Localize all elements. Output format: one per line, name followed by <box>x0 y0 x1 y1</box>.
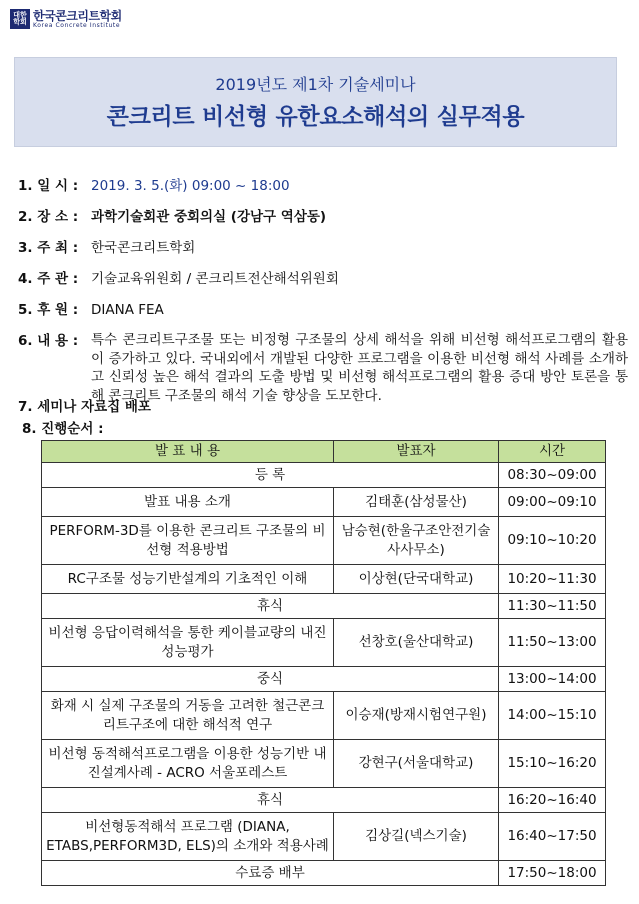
table-row <box>42 619 606 667</box>
detail-value: 2019. 3. 5.(화) 09:00 ~ 18:00 <box>91 178 290 194</box>
row-topic: 수료증 배부 <box>42 861 499 886</box>
item-seminar-materials: 7. 세미나 자료집 배포 <box>18 399 151 415</box>
header-speaker: 발표자 <box>334 441 499 463</box>
row-time: 15:10~16:20 <box>499 740 606 788</box>
header-time: 시간 <box>499 441 606 463</box>
logo-korean-name: 한국콘크리트학회 <box>33 8 122 23</box>
detail-host <box>18 238 628 258</box>
seminar-details <box>18 176 628 416</box>
row-time: 08:30~09:00 <box>499 463 606 488</box>
row-speaker: 선창호(울산대학교) <box>334 619 499 667</box>
table-row <box>42 788 606 813</box>
row-time: 14:00~15:10 <box>499 692 606 740</box>
detail-label: 3. 주 최 : <box>18 240 79 256</box>
header-topic: 발 표 내 용 <box>42 441 334 463</box>
detail-value: 과학기술회관 중회의실 (강남구 역삼동) <box>91 209 327 225</box>
title-banner <box>14 57 617 147</box>
row-speaker: 남승현(한울구조안전기술사사무소) <box>334 517 499 565</box>
logo-emblem-icon: 대한 학회 <box>10 9 30 29</box>
row-time: 11:50~13:00 <box>499 619 606 667</box>
table-row <box>42 463 606 488</box>
row-topic: 휴식 <box>42 594 499 619</box>
detail-date <box>18 176 628 196</box>
row-time: 09:00~09:10 <box>499 488 606 517</box>
detail-value: 기술교육위원회 / 콘크리트전산해석위원회 <box>91 271 339 287</box>
detail-label: 5. 후 원 : <box>18 302 79 318</box>
row-speaker: 이상현(단국대학교) <box>334 565 499 594</box>
detail-label: 6. 내 용 : <box>18 333 79 349</box>
table-row <box>42 517 606 565</box>
logo-english-name: Korea Concrete Institute <box>33 21 121 29</box>
table-row <box>42 565 606 594</box>
item-schedule-heading: 8. 진행순서 : <box>22 421 104 437</box>
row-topic: 등 록 <box>42 463 499 488</box>
detail-value: DIANA FEA <box>91 302 164 318</box>
row-time: 16:20~16:40 <box>499 788 606 813</box>
row-topic: 발표 내용 소개 <box>42 488 334 517</box>
detail-organizer <box>18 269 628 289</box>
row-time: 10:20~11:30 <box>499 565 606 594</box>
detail-label: 1. 일 시 : <box>18 178 79 194</box>
row-topic: 휴식 <box>42 788 499 813</box>
detail-value: 한국콘크리트학회 <box>91 240 196 256</box>
row-time: 13:00~14:00 <box>499 667 606 692</box>
seminar-title: 콘크리트 비선형 유한요소해석의 실무적용 <box>106 104 525 130</box>
table-header-row <box>42 441 606 463</box>
detail-label: 2. 장 소 : <box>18 209 79 225</box>
logo-text <box>33 10 122 29</box>
row-speaker: 강현구(서울대학교) <box>334 740 499 788</box>
row-topic: PERFORM-3D를 이용한 콘크리트 구조물의 비선형 적용방법 <box>42 517 334 565</box>
institute-logo <box>10 9 122 29</box>
row-topic: 화재 시 실제 구조물의 거동을 고려한 철근콘크리트구조에 대한 해석적 연구 <box>42 692 334 740</box>
table-row <box>42 861 606 886</box>
row-time: 17:50~18:00 <box>499 861 606 886</box>
detail-label: 4. 주 관 : <box>18 271 79 287</box>
detail-content <box>18 331 628 405</box>
detail-venue <box>18 207 628 227</box>
seminar-subtitle: 2019년도 제1차 기술세미나 <box>215 75 416 94</box>
row-time: 16:40~17:50 <box>499 813 606 861</box>
detail-value: 특수 콘크리트구조물 또는 비정형 구조물의 상세 해석을 위해 비선형 해석프로그램의 활용이 증가하고 있다. 국내외에서 개발된 다양한 프로그램을 이용한 비선형 해석 사례를 소개하고 신뢰성 높은 해석 결과의 도출 방법 및 비선형 해석프로그램의 활용 증대 방안 토론을 통해 콘크리트 구조물의 해석 기술 향상을 도모한다. <box>91 332 628 404</box>
table-row <box>42 692 606 740</box>
row-speaker: 김상길(넥스기술) <box>334 813 499 861</box>
detail-sponsor <box>18 300 628 320</box>
table-row <box>42 488 606 517</box>
schedule-table <box>41 440 606 886</box>
row-time: 11:30~11:50 <box>499 594 606 619</box>
row-topic: RC구조물 성능기반설계의 기초적인 이해 <box>42 565 334 594</box>
row-topic: 비선형 응답이력해석을 통한 케이블교량의 내진성능평가 <box>42 619 334 667</box>
table-row <box>42 667 606 692</box>
row-topic: 중식 <box>42 667 499 692</box>
row-time: 09:10~10:20 <box>499 517 606 565</box>
row-speaker: 이승재(방재시험연구원) <box>334 692 499 740</box>
table-row <box>42 813 606 861</box>
row-topic: 비선형 동적해석프로그램을 이용한 성능기반 내진설계사례 - ACRO 서울포레스트 <box>42 740 334 788</box>
table-row <box>42 740 606 788</box>
row-topic: 비선형동적해석 프로그램 (DIANA, ETABS,PERFORM3D, ELS)의 소개와 적용사례 <box>42 813 334 861</box>
row-speaker: 김태훈(삼성물산) <box>334 488 499 517</box>
table-row <box>42 594 606 619</box>
